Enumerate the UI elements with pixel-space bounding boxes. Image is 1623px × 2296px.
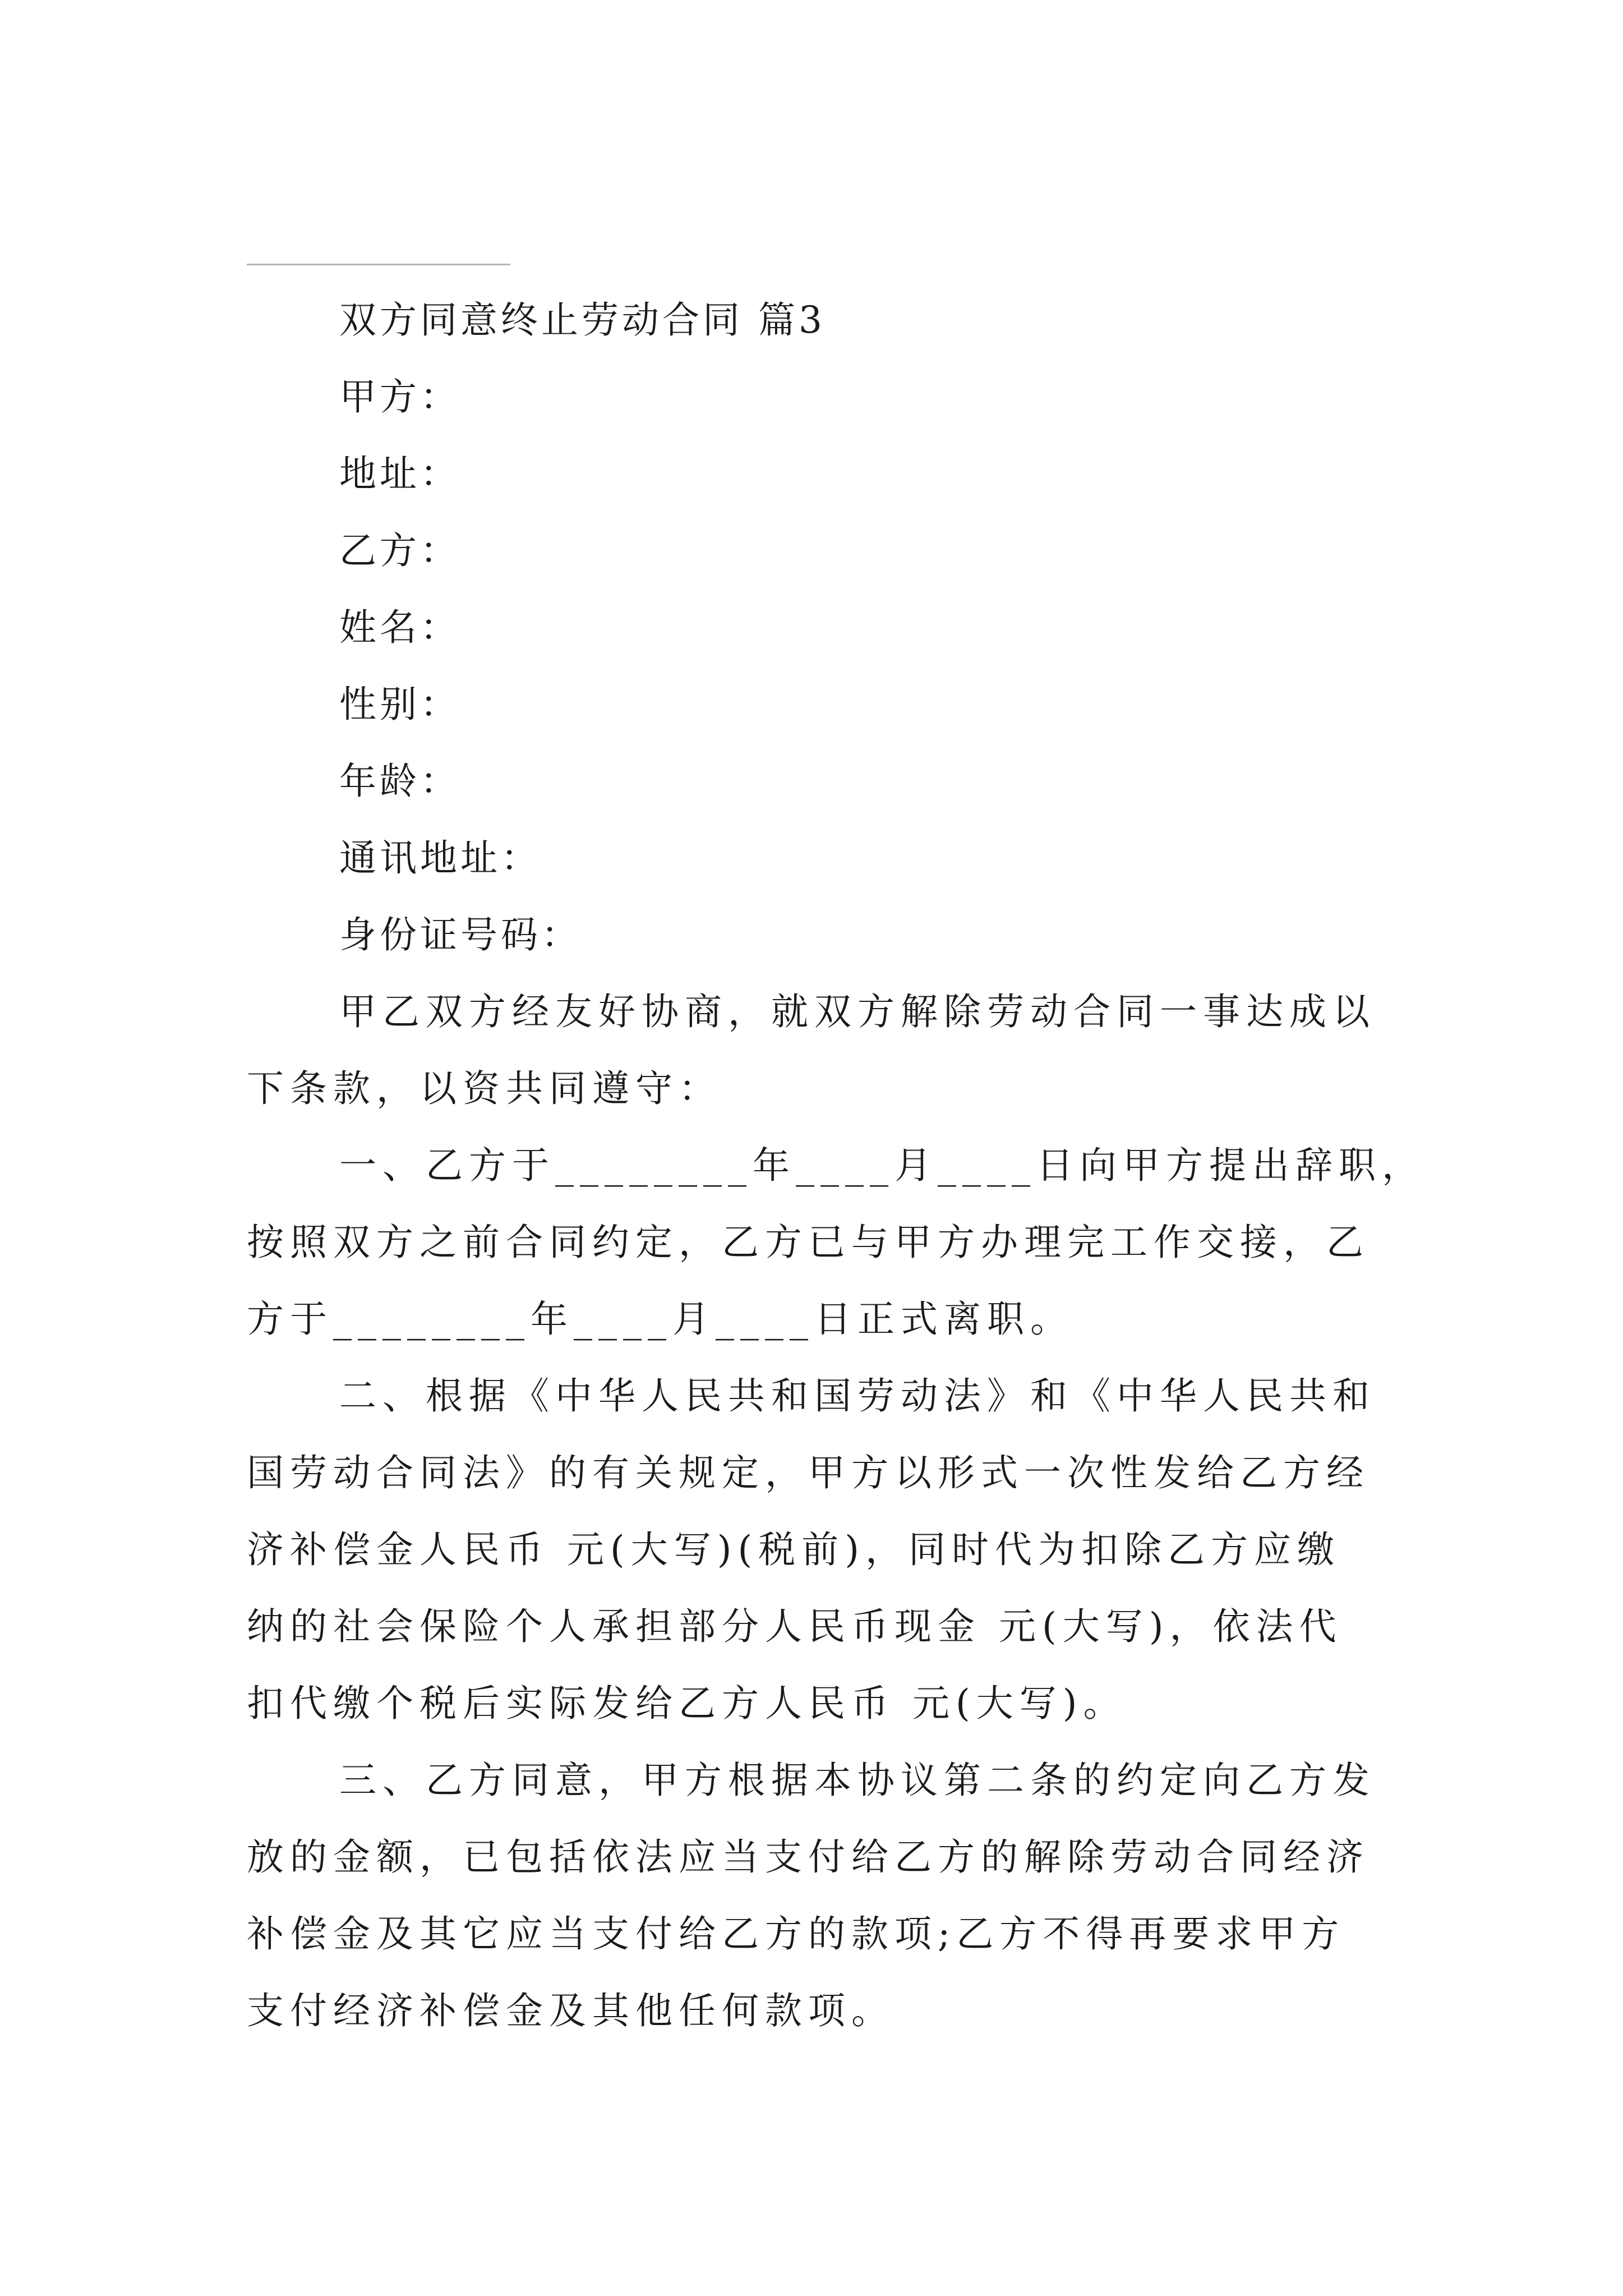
paragraph-line: 补偿金及其它应当支付给乙方的款项;乙方不得再要求甲方 [247, 1912, 1345, 1955]
paragraph-line: 甲乙双方经友好协商，就双方解除劳动合同一事达成以 [339, 990, 1376, 1033]
paragraph-line: 纳的社会保险个人承担部分人民币现金 元(大写)，依法代 [247, 1605, 1343, 1648]
paragraph-line: 放的金额，已包括依法应当支付给乙方的解除劳动合同经济 [247, 1835, 1370, 1879]
paragraph-line: 济补偿金人民币 元(大写)(税前)，同时代为扣除乙方应缴 [247, 1528, 1340, 1571]
paragraph-line: 按照双方之前合同约定，乙方已与甲方办理完工作交接，乙 [247, 1221, 1370, 1264]
field-gender: 性别： [339, 683, 460, 726]
paragraph-line: 扣代缴个税后实际发给乙方人民币 元(大写)。 [247, 1682, 1127, 1725]
field-name: 姓名： [339, 606, 460, 649]
header-rule [247, 264, 510, 265]
field-mail-address: 通讯地址： [339, 836, 541, 880]
field-id-number: 身份证号码： [339, 913, 582, 956]
paragraph-line: 二、根据《中华人民共和国劳动法》和《中华人民共和 [339, 1374, 1376, 1418]
field-party-a: 甲方： [339, 375, 460, 418]
field-address: 地址： [339, 452, 460, 495]
paragraph-line: 支付经济补偿金及其他任何款项。 [247, 1989, 895, 2032]
paragraph-line: 一、乙方于________年____月____日向甲方提出辞职， [339, 1144, 1425, 1187]
field-age: 年龄： [339, 760, 460, 803]
paragraph-line: 方于________年____月____日正式离职。 [247, 1297, 1073, 1341]
document-title: 双方同意终止劳动合同 篇3 [339, 298, 826, 342]
paragraph-line: 下条款，以资共同遵守： [247, 1067, 722, 1110]
field-party-b: 乙方： [339, 529, 460, 572]
paragraph-line: 三、乙方同意，甲方根据本协议第二条的约定向乙方发 [339, 1759, 1376, 1802]
paragraph-line: 国劳动合同法》的有关规定，甲方以形式一次性发给乙方经 [247, 1451, 1370, 1494]
